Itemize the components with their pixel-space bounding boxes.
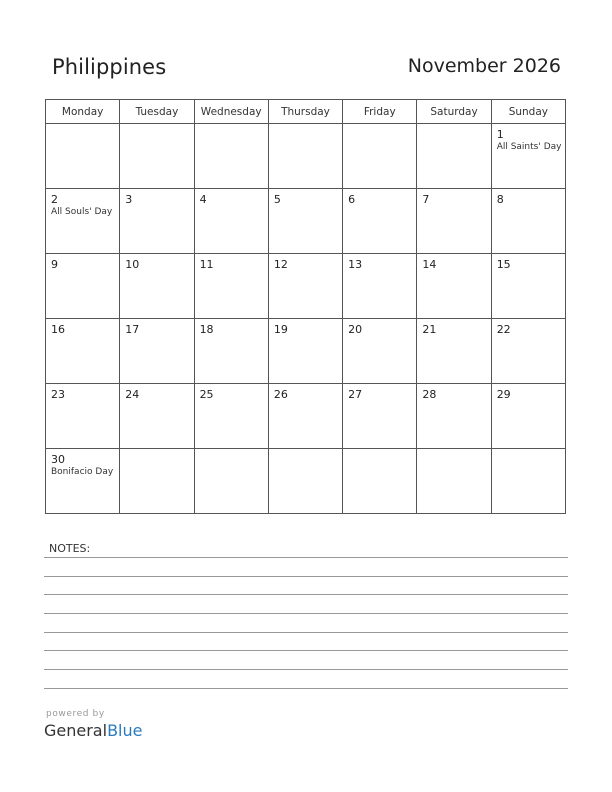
- day-number: 21: [422, 323, 437, 336]
- calendar-day-cell: [491, 319, 565, 384]
- note-line: [44, 613, 568, 614]
- calendar-day-cell: [417, 319, 491, 384]
- calendar-day-cell: [417, 254, 491, 319]
- notes-label: NOTES:: [49, 542, 91, 555]
- calendar-day-cell: [343, 124, 417, 189]
- day-number: 28: [422, 388, 437, 401]
- calendar-week-row: [46, 124, 566, 189]
- day-number: 23: [51, 388, 65, 401]
- calendar-day-cell: [491, 384, 565, 449]
- calendar-body: [46, 124, 566, 514]
- calendar-day-cell: [46, 449, 120, 514]
- calendar-day-cell: [46, 384, 120, 449]
- calendar-day-cell: [343, 254, 417, 319]
- weekday-header: Friday: [343, 100, 417, 124]
- calendar-day-cell: [491, 254, 565, 319]
- weekday-header: Thursday: [268, 100, 342, 124]
- day-number: 3: [125, 193, 133, 206]
- calendar-day-cell: [491, 124, 565, 189]
- note-line: [44, 557, 568, 558]
- calendar-grid: [45, 99, 566, 514]
- holiday-label: All Souls' Day: [51, 207, 113, 217]
- weekday-header: Sunday: [491, 100, 565, 124]
- calendar-day-cell: [268, 449, 342, 514]
- calendar-day-cell: [194, 124, 268, 189]
- calendar-week-row: [46, 189, 566, 254]
- day-number: 20: [348, 323, 363, 336]
- calendar-day-cell: [268, 189, 342, 254]
- calendar-day-cell: [417, 124, 491, 189]
- calendar-day-cell: [268, 384, 342, 449]
- calendar-day-cell: [268, 124, 342, 189]
- brand-general: General: [44, 721, 108, 740]
- note-line: [44, 688, 568, 689]
- calendar-day-cell: [120, 319, 194, 384]
- day-number: 5: [273, 193, 281, 206]
- calendar-day-cell: [417, 384, 491, 449]
- calendar-day-cell: [120, 254, 194, 319]
- calendar-day-cell: [120, 189, 194, 254]
- day-number: 25: [199, 388, 214, 401]
- calendar-day-cell: [343, 319, 417, 384]
- day-number: 7: [422, 193, 430, 206]
- weekday-header: Monday: [46, 100, 120, 124]
- weekday-header: Saturday: [417, 100, 491, 124]
- calendar-day-cell: [194, 319, 268, 384]
- calendar-day-cell: [491, 189, 565, 254]
- day-number: 27: [348, 388, 363, 401]
- calendar-day-cell: [194, 189, 268, 254]
- note-line: [44, 594, 568, 595]
- calendar-week-row: [46, 319, 566, 384]
- calendar-day-cell: [491, 449, 565, 514]
- country-title: Philippines: [52, 55, 167, 79]
- calendar-week-row: [46, 254, 566, 319]
- generalblue-logo: [44, 721, 142, 740]
- calendar-day-cell: [46, 189, 120, 254]
- day-number: 18: [199, 323, 214, 336]
- calendar-day-cell: [46, 124, 120, 189]
- note-line: [44, 576, 568, 577]
- powered-by-text: powered by: [46, 709, 105, 719]
- holiday-label: Bonifacio Day: [51, 467, 114, 477]
- calendar-day-cell: [268, 319, 342, 384]
- calendar-day-cell: [46, 319, 120, 384]
- calendar-day-cell: [120, 449, 194, 514]
- day-number: 29: [496, 388, 511, 401]
- note-line: [44, 650, 568, 651]
- note-line: [44, 669, 568, 670]
- day-number: 4: [199, 193, 207, 206]
- day-number: 6: [348, 193, 356, 206]
- day-number: 8: [496, 193, 504, 206]
- day-number: 11: [199, 258, 214, 271]
- calendar-day-cell: [194, 384, 268, 449]
- day-number: 12: [273, 258, 288, 271]
- day-number: 14: [422, 258, 437, 271]
- day-number: 30: [51, 453, 65, 466]
- calendar-day-cell: [343, 189, 417, 254]
- day-number: 10: [125, 258, 140, 271]
- day-number: 13: [348, 258, 363, 271]
- calendar-day-cell: [417, 449, 491, 514]
- day-number: 16: [51, 323, 65, 336]
- weekday-header-row: [46, 100, 566, 124]
- calendar-day-cell: [343, 449, 417, 514]
- month-year-title: November 2026: [407, 55, 561, 77]
- day-number: 22: [496, 323, 511, 336]
- brand-blue: Blue: [107, 721, 143, 740]
- calendar-day-cell: [343, 384, 417, 449]
- note-line: [44, 632, 568, 633]
- calendar-day-cell: [417, 189, 491, 254]
- calendar-day-cell: [194, 254, 268, 319]
- weekday-header: Tuesday: [120, 100, 194, 124]
- holiday-label: All Saints' Day: [496, 142, 562, 152]
- day-number: 2: [51, 193, 58, 206]
- calendar-week-row: [46, 449, 566, 514]
- day-number: 9: [51, 258, 58, 271]
- calendar-day-cell: [120, 124, 194, 189]
- calendar-day-cell: [268, 254, 342, 319]
- weekday-header: Wednesday: [194, 100, 268, 124]
- calendar-day-cell: [120, 384, 194, 449]
- calendar-day-cell: [194, 449, 268, 514]
- day-number: 15: [496, 258, 511, 271]
- day-number: 17: [125, 323, 140, 336]
- day-number: 1: [496, 128, 504, 141]
- day-number: 26: [273, 388, 288, 401]
- calendar-week-row: [46, 384, 566, 449]
- day-number: 19: [273, 323, 288, 336]
- calendar-day-cell: [46, 254, 120, 319]
- day-number: 24: [125, 388, 140, 401]
